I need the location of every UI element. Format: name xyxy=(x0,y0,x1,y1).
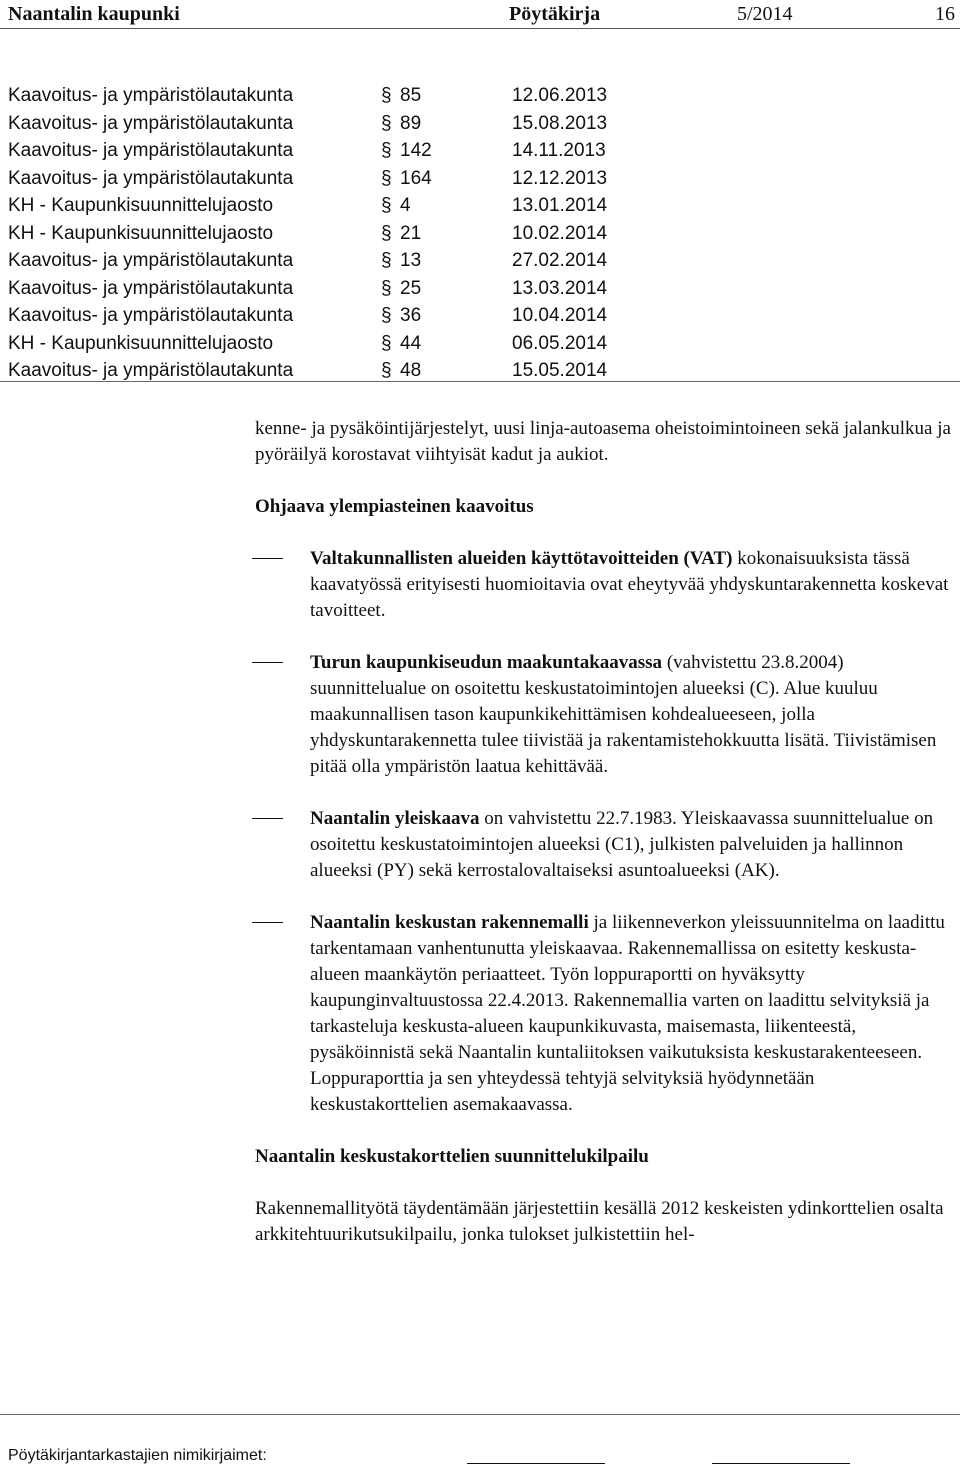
decision-number: 89 xyxy=(400,112,422,134)
decision-row xyxy=(0,275,960,303)
decision-list-divider xyxy=(0,381,960,382)
footer-initials-label: Pöytäkirjantarkastajien nimikirjaimet: xyxy=(8,1447,267,1464)
decision-number: 13 xyxy=(400,250,422,271)
section-sign: § xyxy=(381,250,392,271)
signature-line-2 xyxy=(712,1463,850,1464)
decision-body: Kaavoitus- ja ympäristölautakunta xyxy=(8,112,294,134)
decision-row xyxy=(0,137,960,165)
decision-body: Kaavoitus- ja ympäristölautakunta xyxy=(8,305,294,326)
planning-bullet xyxy=(255,546,955,624)
decision-body: KH - Kaupunkisuunnittelujaosto xyxy=(8,195,274,216)
decision-date: 10.04.2014 xyxy=(512,305,608,326)
intro-paragraph: kenne- ja pysäköintijärjestelyt, uusi linja-autoasema oheistoimintoineen sekä jalankulkua ja pyöräilyä korostavat viihtyisät kadut ja aukiot. xyxy=(255,418,951,465)
decision-date: 15.08.2013 xyxy=(512,112,608,134)
bullet-text: kokonaisuuksista tässä kaavatyössä erityisesti huomioitavia ovat eheytyvää yhdyskuntarakennetta koskevat tavoitteet. xyxy=(310,548,949,621)
section-sign: § xyxy=(381,195,392,216)
bullet-heading: Naantalin yleiskaava xyxy=(310,808,480,829)
decision-history-list xyxy=(0,82,960,385)
section-sign: § xyxy=(381,222,392,244)
section-sign: § xyxy=(381,167,392,189)
footer-divider xyxy=(0,1414,960,1415)
decision-body: KH - Kaupunkisuunnittelujaosto xyxy=(8,332,274,354)
decision-row xyxy=(0,220,960,248)
planning-bullet xyxy=(255,910,955,1118)
decision-number: 164 xyxy=(400,167,432,189)
signature-line-1 xyxy=(467,1463,605,1464)
decision-date: 13.03.2014 xyxy=(512,277,608,299)
bullet-text: (vahvistettu 23.8.2004) suunnittelualue on osoitettu keskustatoimintojen alueeksi (C). Alue kuuluu maakunnallisen tason kaupunkikehittämisen kohdealueeseen, jolla yhdyskuntarakennetta tulee tiivistää ja rakentamistehokkuutta lisätä. Tiivistämisen pitää olla ympäristön laatua kehittävää. xyxy=(310,652,937,777)
decision-date: 14.11.2013 xyxy=(512,140,606,161)
page-number: 16 xyxy=(935,3,955,25)
decision-date: 12.06.2013 xyxy=(512,85,608,106)
main-content xyxy=(255,416,955,1248)
planning-bullet xyxy=(255,806,955,884)
decision-row xyxy=(0,302,960,330)
decision-body: Kaavoitus- ja ympäristölautakunta xyxy=(8,360,294,381)
document-type: Pöytäkirja xyxy=(509,3,601,25)
decision-number: 48 xyxy=(400,360,422,381)
decision-date: 12.12.2013 xyxy=(512,167,608,189)
decision-number: 21 xyxy=(400,222,422,244)
bullet-text: on vahvistettu 22.7.1983. Yleiskaavassa suunnittelualue on osoitettu keskustatoimintojen alueeksi (C1), julkisten palveluiden ja hallinnon alueeksi (PY) sekä kerrostalovaltaiseksi asuntoalueeksi (AK). xyxy=(310,808,934,881)
decision-body: Kaavoitus- ja ympäristölautakunta xyxy=(8,277,294,299)
section-sign: § xyxy=(381,360,392,381)
bullet-heading: Naantalin keskustan rakennemalli xyxy=(310,912,589,933)
bullet-heading: Valtakunnallisten alueiden käyttötavoitteiden (VAT) xyxy=(310,548,733,569)
section-sign: § xyxy=(381,112,392,134)
decision-date: 27.02.2014 xyxy=(512,250,608,271)
page-header xyxy=(0,0,960,28)
header-divider xyxy=(0,28,960,29)
section-sign: § xyxy=(381,277,392,299)
organization-name: Naantalin kaupunki xyxy=(8,3,180,25)
decision-body: Kaavoitus- ja ympäristölautakunta xyxy=(8,140,294,161)
section-sign: § xyxy=(381,140,392,161)
decision-row xyxy=(0,110,960,138)
decision-number: 142 xyxy=(400,140,432,161)
issue-number: 5/2014 xyxy=(737,3,793,25)
competition-title: Naantalin keskustakorttelien suunnittelukilpailu xyxy=(255,1146,649,1167)
section-sign: § xyxy=(381,85,392,106)
competition-paragraph: Rakennemallityötä täydentämään järjestettiin kesällä 2012 keskeisten ydinkorttelien osalta arkkitehtuurikutsukilpailu, jonka tulokset julkistettiin hel- xyxy=(255,1198,944,1245)
decision-row xyxy=(0,330,960,358)
decision-body: Kaavoitus- ja ympäristölautakunta xyxy=(8,85,294,106)
decision-number: 25 xyxy=(400,277,422,299)
decision-body: KH - Kaupunkisuunnittelujaosto xyxy=(8,222,274,244)
planning-bullet xyxy=(255,650,955,780)
decision-number: 4 xyxy=(400,195,411,216)
decision-date: 13.01.2014 xyxy=(512,195,608,216)
decision-row xyxy=(0,82,960,110)
decision-date: 10.02.2014 xyxy=(512,222,608,244)
decision-body: Kaavoitus- ja ympäristölautakunta xyxy=(8,167,294,189)
decision-date: 15.05.2014 xyxy=(512,360,608,381)
decision-date: 06.05.2014 xyxy=(512,332,608,354)
bullet-text: ja liikenneverkon yleissuunnitelma on laadittu tarkentamaan vanhentunutta yleiskaavaa. Rakennemallissa on esitetty keskusta-alueen maankäytön periaatteet. Työn loppuraportti on hyväksytty kaupunginvaltuustossa 22.4.2013. Rakennemallia varten on laadittu selvityksiä ja tarkasteluja keskusta-alueen kaupunkikuvasta, maisemasta, liikenteestä, pysäköinnistä sekä Naantalin kuntaliitoksen vaikutuksista keskustarakenteeseen. Loppuraporttia ja sen yhteydessä tehtyjä selvityksiä hyödynnetään keskustakorttelien asemakaavassa. xyxy=(310,912,945,1115)
decision-row xyxy=(0,192,960,220)
decision-number: 44 xyxy=(400,332,422,354)
section-sign: § xyxy=(381,332,392,354)
section-title: Ohjaava ylempiasteinen kaavoitus xyxy=(255,496,534,517)
bullet-heading: Turun kaupunkiseudun maakuntakaavassa xyxy=(310,652,663,673)
planning-bullet-list xyxy=(255,546,955,1118)
decision-row xyxy=(0,247,960,275)
section-sign: § xyxy=(381,305,392,326)
decision-row xyxy=(0,165,960,193)
decision-body: Kaavoitus- ja ympäristölautakunta xyxy=(8,250,294,271)
decision-number: 36 xyxy=(400,305,422,326)
decision-number: 85 xyxy=(400,85,422,106)
